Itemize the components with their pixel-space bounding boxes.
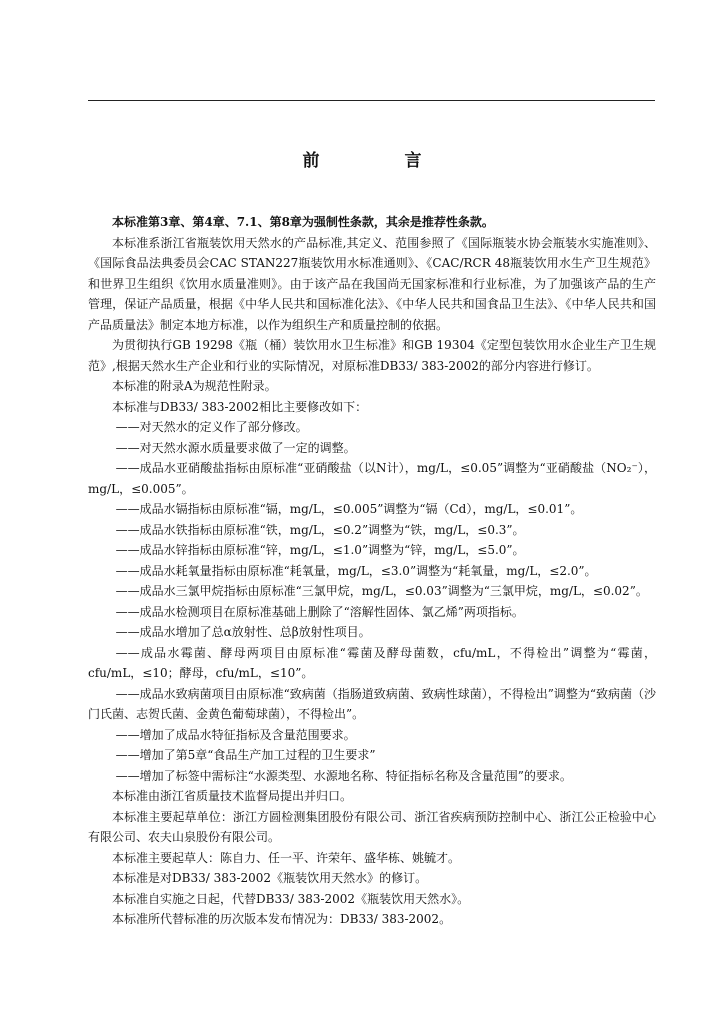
history-note: 本标准所代替标准的历次版本发布情况为：DB33/ 383-2002。 (112, 912, 452, 926)
foreword-body (88, 212, 656, 930)
mandatory-clauses-statement: 本标准第3章、第4章、7.1、第8章为强制性条款，其余是推荐性条款。 (112, 215, 494, 229)
change-item: ——对天然水源水质量要求做了一定的调整。 (115, 440, 356, 455)
drafters: 本标准主要起草人：陈自力、任一平、许荣年、盛华栋、姚毓才。 (112, 850, 461, 865)
change-item: ——成品水亚硝酸盐指标由原标准“亚硝酸盐（以N计），mg/L，≤0.05”调整为“亚硝酸盐（NO₂⁻），mg/L，≤0.005”。 (88, 461, 656, 496)
change-item: ——成品水致病菌项目由原标准“致病菌（指肠道致病菌、致病性球菌），不得检出”调整为“致病菌（沙门氏菌、志贺氏菌、金黄色葡萄球菌），不得检出”。 (88, 686, 657, 721)
header-rule (88, 100, 655, 101)
changes-intro: 本标准与DB33/ 383-2002相比主要修改如下： (112, 399, 368, 414)
change-item: ——增加了第5章“食品生产加工过程的卫生要求” (115, 748, 376, 762)
proposer-statement: 本标准由浙江省质量技术监督局提出并归口。 (112, 789, 353, 803)
page-title: 前 言 (302, 151, 456, 171)
change-item: ——成品水增加了总α放射性、总β放射性项目。 (115, 625, 371, 639)
change-item: ——增加了成品水特征指标及含量范围要求。 (115, 727, 356, 742)
change-item: ——成品水三氯甲烷指标由原标准“三氯甲烷，mg/L，≤0.03”调整为“三氯甲烷，mg/L，≤0.02”。 (115, 584, 648, 598)
drafting-units: 本标准主要起草单位：浙江方圆检测集团股份有限公司、浙江省疾病预防控制中心、浙江公正检验中心有限公司、农夫山泉股份有限公司。 (88, 809, 656, 844)
change-item: ——对天然水的定义作了部分修改。 (115, 420, 308, 434)
change-item: ——成品水镉指标由原标准“镉，mg/L，≤0.005”调整为“镉（Cd），mg/L，≤0.01”。 (115, 502, 583, 516)
change-item: ——成品水铁指标由原标准“铁，mg/L，≤0.2”调整为“铁，mg/L，≤0.3”。 (115, 522, 525, 537)
revision-note: 本标准是对DB33/ 383-2002《瓶装饮用天然水》的修订。 (112, 871, 428, 885)
revision-basis-paragraph: 为贯彻执行GB 19298《瓶（桶）装饮用水卫生标准》和GB 19304《定型包装饮用水企业生产卫生规范》,根据天然水生产企业和行业的实际情况，对原标准DB33/ 383-2002的部分内容进行修订。 (88, 338, 656, 373)
change-item: ——成品水检测项目在原标准基础上删除了“溶解性固体、氯乙烯”两项指标。 (115, 604, 524, 619)
change-item: ——成品水耗氧量指标由原标准“耗氧量，mg/L，≤3.0”调整为“耗氧量，mg/L，≤2.0”。 (115, 563, 597, 578)
change-item: ——增加了标签中需标注“水源类型、水源地名称、特征指标名称及含量范围”的要求。 (115, 768, 572, 783)
scope-paragraph: 本标准系浙江省瓶装饮用天然水的产品标准,其定义、范围参照了《国际瓶装水协会瓶装水实施准则》、《国际食品法典委员会CAC STAN227瓶装饮用水标准通则》、《CAC/RCR 48瓶装饮用水生产卫生规范》和世界卫生组织《饮用水质量准则》。由于该产品在我国尚无国家标准和行业标准，为了加强该产品的生产管理，保证产品质量，根据《中华人民共和国标准化法》、《中华人民共和国食品卫生法》、《中华人民共和国产品质量法》制定本地方标准，以作为组织生产和质量控制的依据。 (88, 235, 656, 332)
change-item: ——成品水霉菌、酵母两项目由原标准“霉菌及酵母菌数，cfu/mL，不得检出”调整为“霉菌，cfu/mL，≤10；酵母，cfu/mL，≤10”。 (88, 645, 656, 680)
appendix-note: 本标准的附录A为规范性附录。 (112, 379, 277, 393)
replacement-note: 本标准自实施之日起，代替DB33/ 383-2002《瓶装饮用天然水》。 (112, 891, 470, 906)
change-item: ——成品水锌指标由原标准“锌，mg/L，≤1.0”调整为“锌，mg/L，≤5.0”。 (115, 543, 525, 557)
